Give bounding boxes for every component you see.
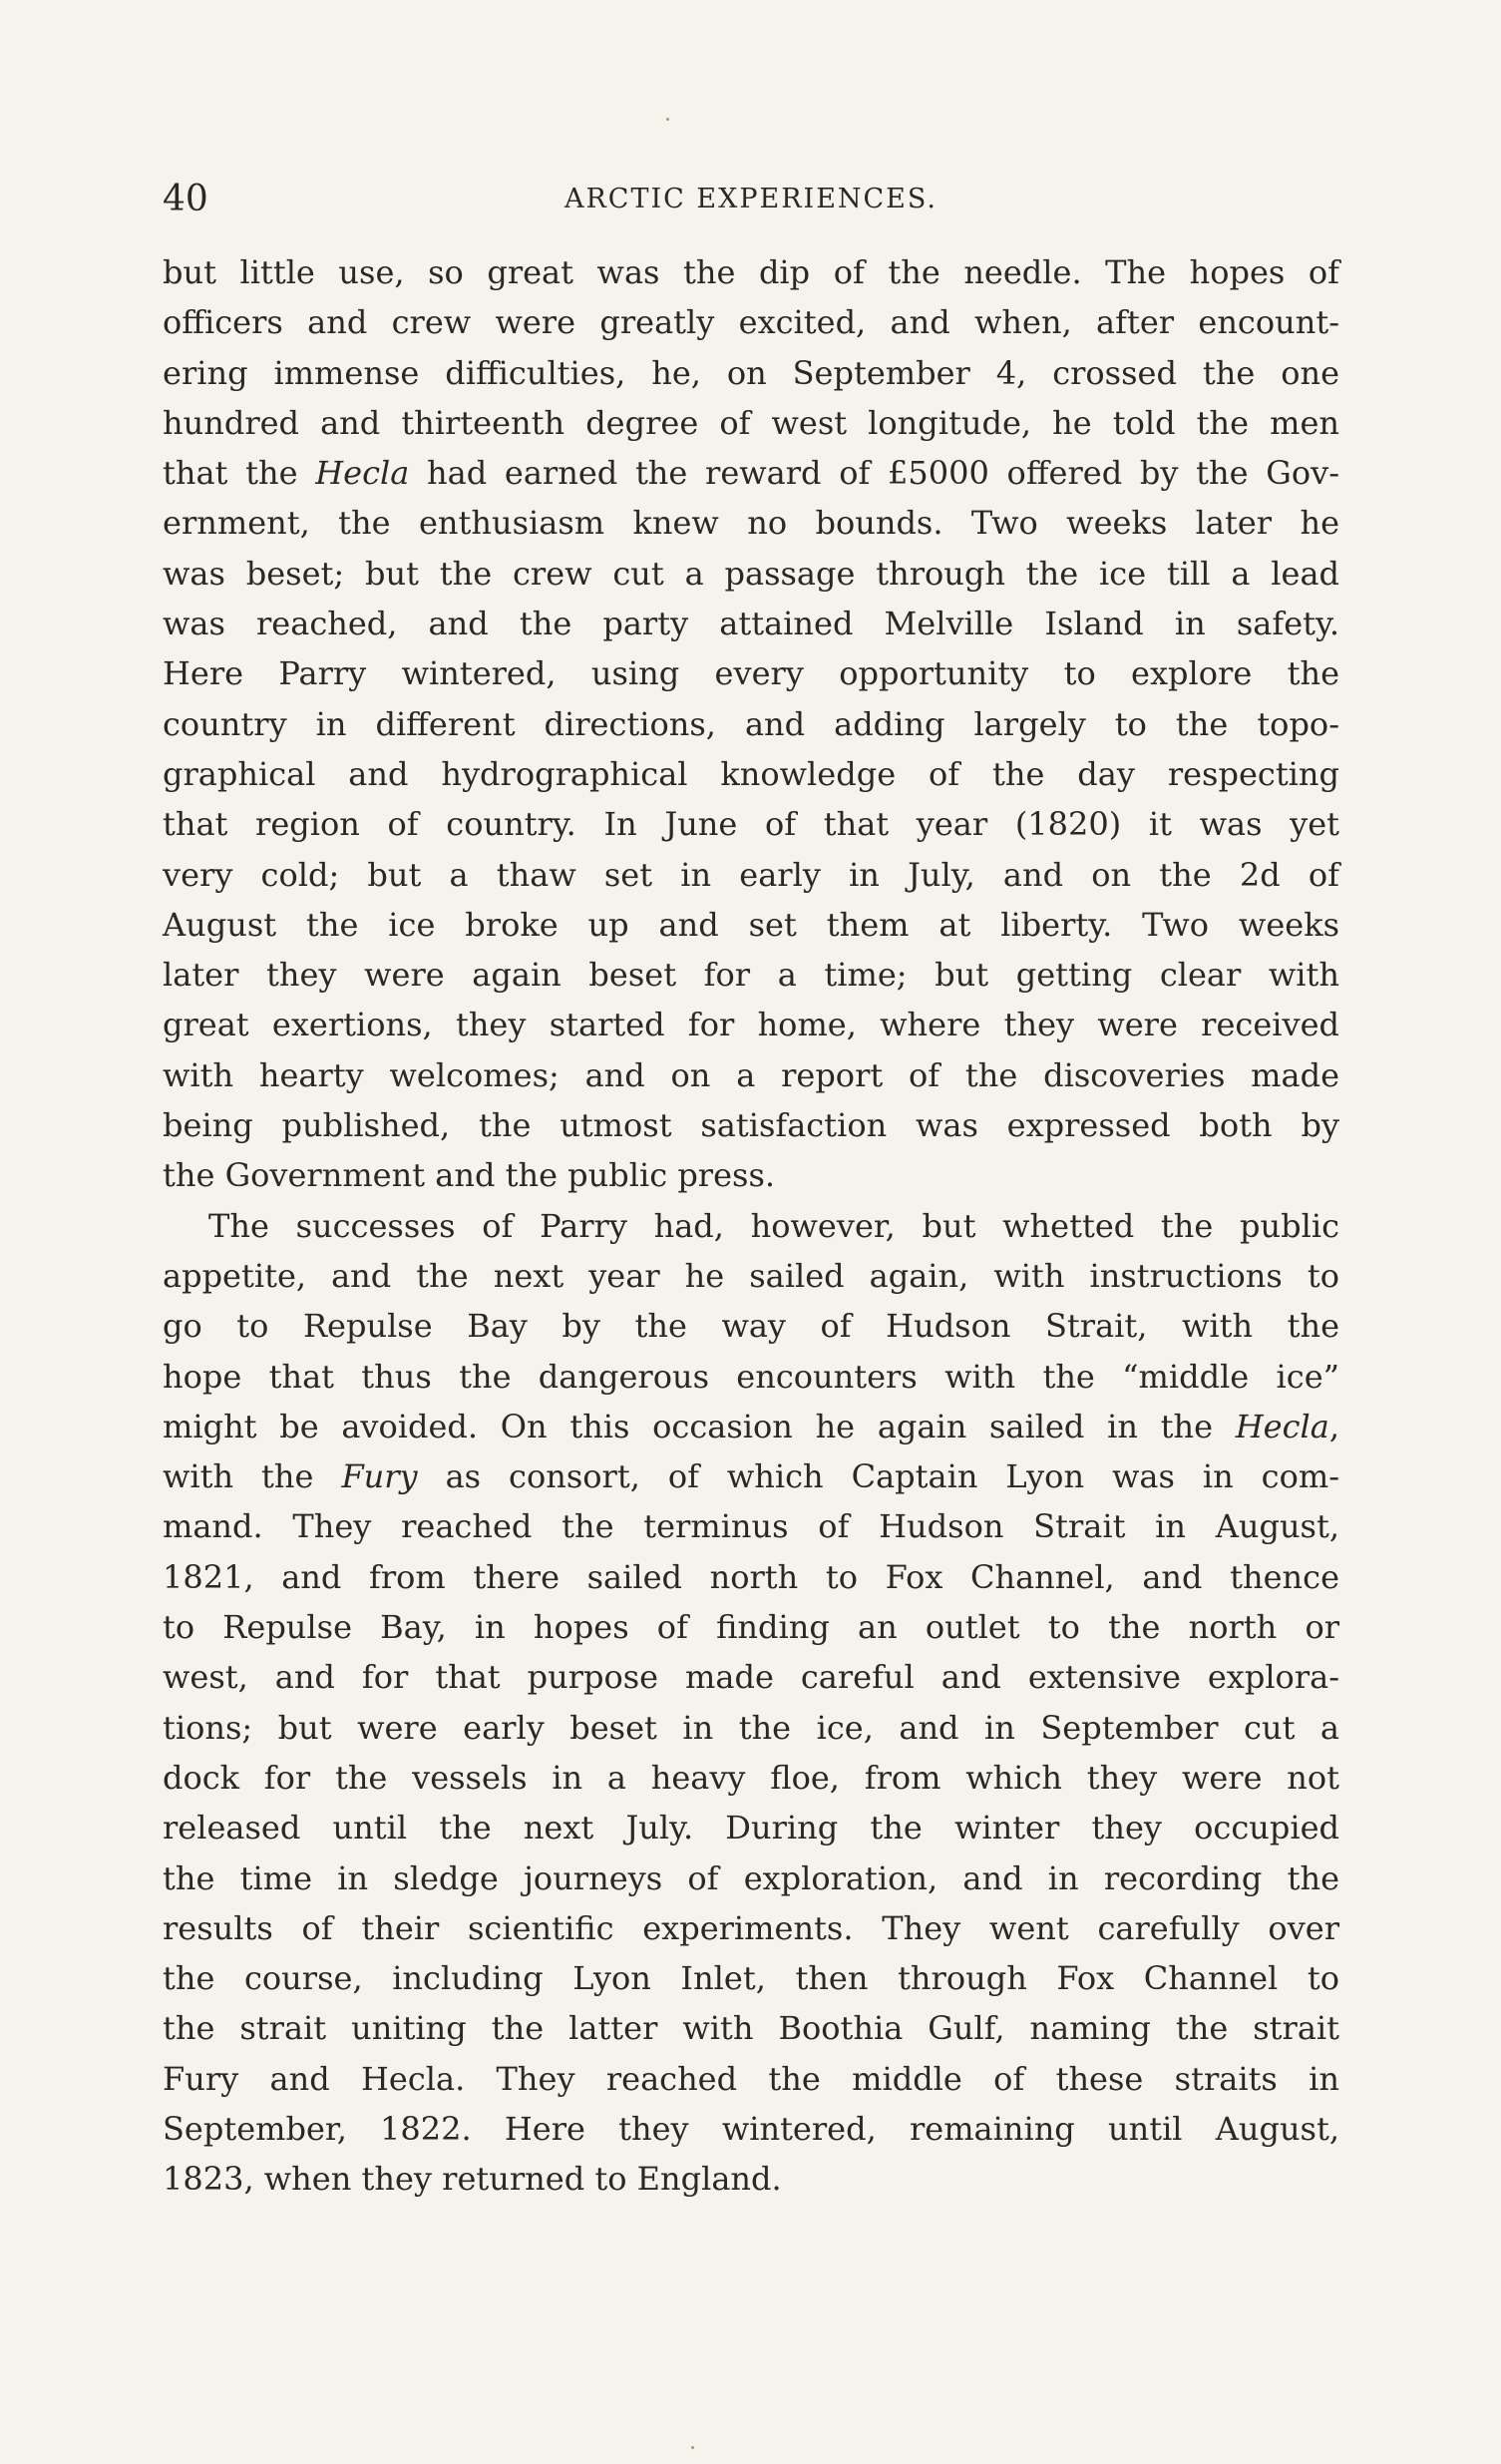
text-segment: ernment, the enthusiasm knew no bounds. Two weeks later he xyxy=(163,504,1339,543)
text-line xyxy=(163,297,1339,347)
text-line xyxy=(163,1402,1339,1451)
text-segment: had earned the reward of £5000 offered by the Gov- xyxy=(409,454,1340,493)
text-segment: the course, including Lyon Inlet, then through Fox Channel to xyxy=(163,1959,1339,1998)
text-line xyxy=(163,498,1339,548)
text-line xyxy=(163,1703,1339,1753)
text-segment: being published, the utmost satisfaction was expressed both by xyxy=(163,1106,1339,1145)
text-segment: was reached, and the party attained Melville Island in safety. xyxy=(163,605,1339,643)
text-line xyxy=(163,1050,1339,1100)
text-segment: Fury and Hecla. They reached the middle of these straits in xyxy=(163,2059,1339,2098)
text-line xyxy=(163,1451,1339,1501)
page-number: 40 xyxy=(163,179,208,219)
text-line xyxy=(163,2003,1339,2053)
text-line xyxy=(163,749,1339,799)
text-line xyxy=(163,950,1339,1000)
text-line xyxy=(163,1251,1339,1301)
text-segment: Here Parry wintered, using every opportunity to explore the xyxy=(163,654,1339,693)
text-segment: hope that thus the dangerous encounters with the “middle ice” xyxy=(163,1357,1339,1396)
text-line xyxy=(163,1100,1339,1150)
text-line xyxy=(163,1652,1339,1702)
running-title: ARCTIC EXPERIENCES. xyxy=(563,184,938,214)
text-segment: that the xyxy=(163,454,316,493)
paper-speck-top xyxy=(666,118,669,121)
paper-speck-bottom xyxy=(691,2446,694,2449)
text-segment: with hearty welcomes; and on a report of the discoveries made xyxy=(163,1055,1339,1094)
text-line xyxy=(163,1150,1339,1200)
text-segment: was beset; but the crew cut a passage through the ice till a lead xyxy=(163,554,1339,593)
text-segment: that region of country. In June of that year (1820) it was yet xyxy=(163,805,1339,844)
text-segment: later they were again beset for a time; but getting clear with xyxy=(163,956,1339,995)
text-segment: very cold; but a thaw set in early in July, and on the 2d of xyxy=(163,855,1339,894)
text-segment: tions; but were early beset in the ice, and in September cut a xyxy=(163,1708,1339,1747)
body-text xyxy=(163,247,1339,2205)
italic-ship-name: Fury xyxy=(341,1457,418,1496)
text-line xyxy=(163,1501,1339,1551)
text-line xyxy=(163,2104,1339,2154)
text-line xyxy=(163,247,1339,297)
text-segment: go to Repulse Bay by the way of Hudson Strait, with the xyxy=(163,1307,1339,1346)
text-segment: the time in sledge journeys of exploration, and in recording the xyxy=(163,1858,1339,1897)
text-segment: The successes of Parry had, however, but whetted the public xyxy=(208,1206,1339,1245)
text-line xyxy=(163,799,1339,849)
text-line xyxy=(163,1352,1339,1402)
text-segment: might be avoided. On this occasion he again sailed in the xyxy=(163,1407,1236,1445)
text-segment: country in different directions, and adding largely to the topo- xyxy=(163,704,1339,743)
text-line xyxy=(163,1903,1339,1953)
text-segment: with the xyxy=(163,1457,342,1496)
text-segment: but little use, so great was the dip of the needle. The hopes of xyxy=(163,253,1339,291)
text-segment: hundred and thirteenth degree of west longitude, he told the men xyxy=(163,403,1339,442)
text-segment: September, 1822. Here they wintered, remaining until August, xyxy=(163,2109,1339,2148)
text-line xyxy=(163,850,1339,900)
text-line xyxy=(163,699,1339,749)
text-segment: officers and crew were greatly excited, and when, after encount- xyxy=(163,303,1339,342)
text-line xyxy=(163,1000,1339,1049)
text-line xyxy=(163,1301,1339,1351)
italic-ship-name: Hecla xyxy=(315,454,410,493)
text-segment: dock for the vessels in a heavy floe, from which they were not xyxy=(163,1758,1339,1797)
text-segment: to Repulse Bay, in hopes of finding an outlet to the north or xyxy=(163,1608,1339,1647)
text-line xyxy=(163,1753,1339,1803)
text-line xyxy=(163,648,1339,698)
text-segment: the Government and the public press. xyxy=(163,1156,776,1195)
text-segment: August the ice broke up and set them at liberty. Two weeks xyxy=(163,905,1339,944)
text-line xyxy=(163,900,1339,950)
text-segment: , xyxy=(1328,1407,1339,1445)
text-segment: appetite, and the next year he sailed again, with instructions to xyxy=(163,1256,1339,1295)
text-segment: ering immense difficulties, he, on September 4, crossed the one xyxy=(163,353,1339,392)
text-segment: graphical and hydrographical knowledge of the day respecting xyxy=(163,754,1339,793)
text-segment: the strait uniting the latter with Boothia Gulf, naming the strait xyxy=(163,2009,1339,2048)
text-segment: mand. They reached the terminus of Hudson Strait in August, xyxy=(163,1507,1339,1546)
text-line xyxy=(163,348,1339,398)
text-line xyxy=(163,2054,1339,2104)
text-line xyxy=(163,1552,1339,1602)
text-segment: great exertions, they started for home, where they were received xyxy=(163,1006,1339,1044)
text-line xyxy=(163,1201,1339,1251)
text-segment: west, and for that purpose made careful and extensive explora- xyxy=(163,1658,1339,1697)
text-line xyxy=(163,1853,1339,1903)
text-line xyxy=(163,398,1339,448)
text-line xyxy=(163,2154,1339,2204)
text-line xyxy=(163,549,1339,599)
text-line xyxy=(163,1602,1339,1652)
text-segment: results of their scientific experiments. They went carefully over xyxy=(163,1908,1339,1947)
text-segment: as consort, of which Captain Lyon was in com- xyxy=(417,1457,1340,1496)
text-line xyxy=(163,599,1339,648)
italic-ship-name: Hecla xyxy=(1235,1407,1329,1445)
text-segment: 1821, and from there sailed north to Fox Channel, and thence xyxy=(163,1557,1339,1596)
text-segment: released until the next July. During the winter they occupied xyxy=(163,1809,1339,1848)
text-line xyxy=(163,1803,1339,1852)
text-line xyxy=(163,448,1339,498)
text-segment: 1823, when they returned to England. xyxy=(163,2160,782,2199)
text-line xyxy=(163,1953,1339,2003)
running-head xyxy=(163,176,1339,223)
